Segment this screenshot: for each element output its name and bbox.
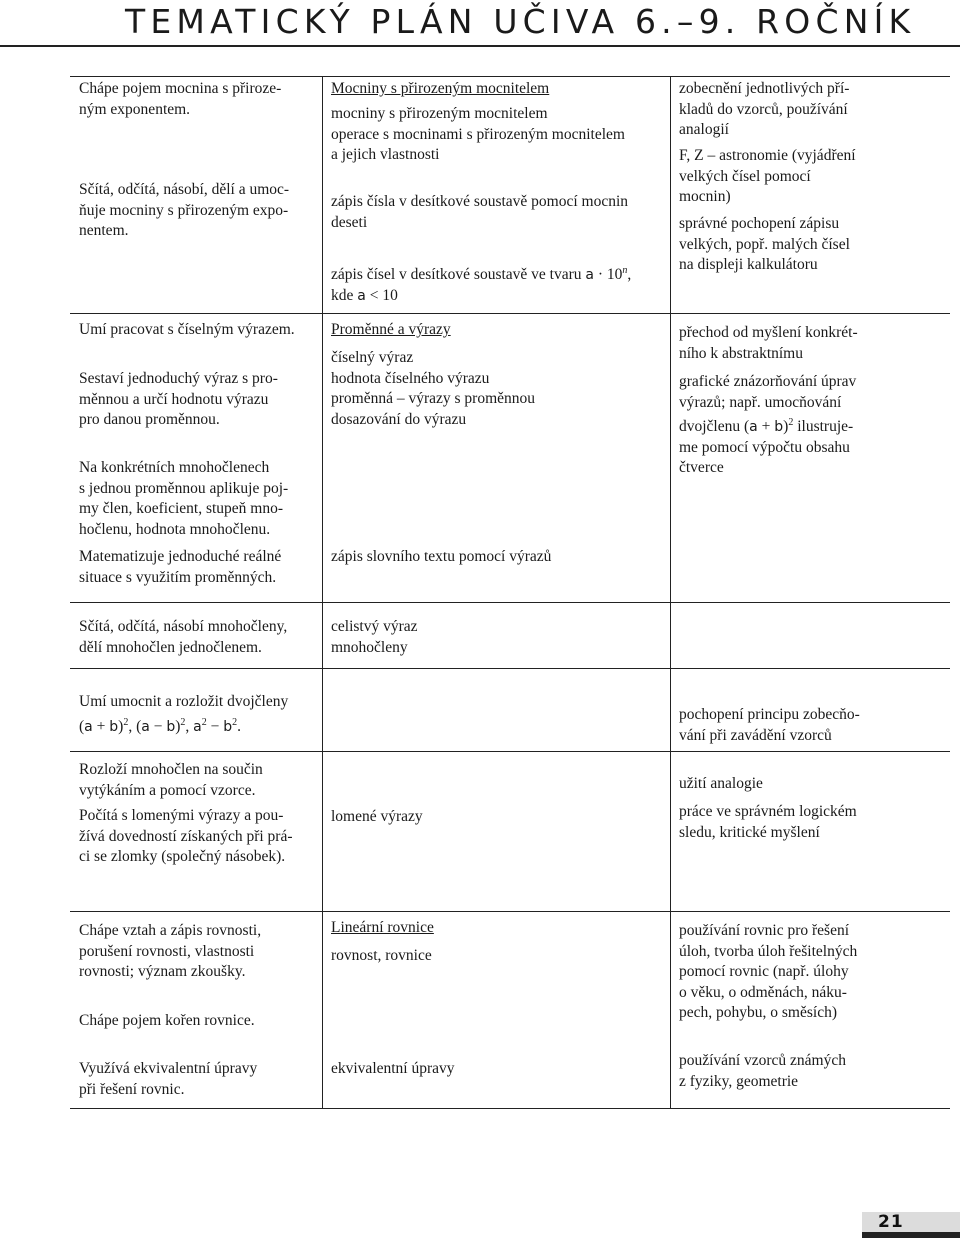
text-line: Rozloží mnohočlen na součin — [79, 761, 263, 778]
text-span: − — [206, 717, 224, 735]
text-line: vání při zavádění vzorců — [679, 726, 832, 744]
outcome-powers-concept — [79, 79, 281, 120]
text-line: výrazů; např. umocňování — [679, 393, 842, 411]
text-line: rovnosti; význam zkoušky. — [79, 963, 246, 980]
formula-line — [331, 261, 631, 286]
text-line: Chápe pojem mocnina s přiroze- — [79, 80, 282, 97]
content-expressions — [331, 348, 535, 430]
text-span: ( — [79, 717, 85, 735]
text-span: − — [149, 717, 167, 735]
exponent: 2 — [201, 716, 207, 728]
text-line: zápis slovního textu pomocí výrazů — [331, 548, 552, 565]
text-span: ) — [175, 717, 181, 735]
variable-a: a — [357, 287, 366, 304]
variable-a: a — [749, 419, 758, 436]
text-line: grafické znázorňování úprav — [679, 373, 857, 390]
content-decimal-notation — [331, 192, 628, 233]
text-line: mocniny s přirozeným mocnitelem — [331, 105, 548, 122]
text-line: hodnota číselného výrazu — [331, 369, 490, 387]
outcome-equivalent-transformations — [79, 1059, 257, 1100]
text-line: porušení rovnosti, vlastnosti — [79, 942, 255, 960]
text-line: o věku, o odměnách, náku- — [679, 983, 847, 1001]
content-equality — [331, 946, 432, 967]
text-span: ) — [118, 717, 124, 735]
text-line: Sčítá, odčítá, násobí mnohočleny, — [79, 618, 288, 635]
text-span: ) — [783, 418, 789, 436]
outcome-root — [79, 1011, 255, 1032]
text-line: analogií — [679, 121, 729, 138]
topic-heading: Lineární rovnice — [331, 919, 434, 936]
text-span: , ( — [128, 717, 142, 735]
text-line: pro danou proměnnou. — [79, 411, 220, 428]
text-line: proměnná – výrazy s proměnnou — [331, 390, 536, 407]
note-generalization — [679, 79, 849, 141]
text-line: na displeji kalkulátoru — [679, 256, 818, 273]
note-word-problems — [679, 921, 857, 1024]
text-line: práce ve správném logickém — [679, 803, 857, 820]
note-graphic-representation — [679, 372, 856, 479]
text-line: kladů do vzorců, používání — [679, 100, 848, 118]
exponent: 2 — [123, 716, 129, 728]
exponent: 2 — [788, 417, 794, 428]
topic-heading-variables — [331, 320, 451, 341]
content-word-problems — [331, 547, 551, 568]
text-line: F, Z – astronomie (vyjádření — [679, 147, 856, 164]
outcome-powers-operations — [79, 180, 289, 242]
text-line: pochopení principu zobecňo- — [679, 706, 860, 723]
note-logical-thinking — [679, 802, 857, 843]
exponent: 2 — [180, 716, 186, 728]
note-analogy — [679, 774, 763, 795]
text-line: Umí pracovat s číselným výrazem. — [79, 321, 295, 338]
text-line: operace s mocninami s přirozeným mocnitelem — [331, 125, 625, 143]
title-rule — [0, 45, 960, 47]
formula-line — [331, 286, 631, 307]
text-line: ným exponentem. — [79, 100, 191, 118]
text-line: čtverce — [679, 459, 724, 477]
text-line: velkých, popř. malých čísel — [679, 235, 850, 253]
variable-b: b — [774, 419, 784, 436]
column-divider-1 — [322, 76, 323, 911]
section-rule-2 — [70, 313, 950, 314]
text-line: Chápe pojem kořen rovnice. — [79, 1012, 255, 1029]
column-divider-1b — [322, 911, 323, 1108]
text-line: pech, pohybu, o směsích) — [679, 1004, 837, 1021]
text-span: < 10 — [365, 286, 398, 304]
text-line: zápis čísla v desítkové soustavě pomocí mocnin — [331, 193, 629, 210]
topic-heading: Mocniny s přirozeným mocnitelem — [331, 80, 550, 97]
text-line: Umí umocnit a rozložit dvojčleny — [79, 693, 289, 710]
note-physics-formulas — [679, 1051, 846, 1092]
exponent-n: n — [622, 265, 628, 276]
topic-heading-linear-equations — [331, 918, 434, 939]
text-line: číselný výraz — [331, 349, 414, 366]
section-rule-4 — [70, 668, 950, 669]
text-span: · 10 — [593, 266, 623, 284]
text-line: zobecnění jednotlivých pří- — [679, 80, 850, 97]
text-line: ekvivalentní úpravy — [331, 1060, 455, 1077]
outcome-mathematize — [79, 547, 281, 588]
note-generalization-formulas — [679, 705, 860, 746]
text-span: + — [757, 418, 775, 436]
page-title: TEMATICKÝ PLÁN UČIVA 6.–9. ROČNÍK — [125, 2, 916, 41]
text-line: a jejich vlastnosti — [331, 146, 440, 163]
note-calculator — [679, 214, 850, 276]
text-line: my člen, koeficient, stupeň mno- — [79, 500, 284, 517]
text-line: správné pochopení zápisu — [679, 215, 840, 232]
text-line: vytýkáním a pomocí vzorce. — [79, 781, 256, 799]
outcome-polynomial-operations — [79, 617, 287, 658]
text-span: ilustruje- — [793, 418, 854, 436]
outcome-polynomial-terms — [79, 458, 288, 540]
text-line: s jednou proměnnou aplikuje poj- — [79, 479, 289, 497]
variable-b: b — [109, 718, 119, 735]
text-line: užití analogie — [679, 775, 763, 792]
text-line: pomocí rovnic (např. úlohy — [679, 963, 849, 980]
content-scientific-notation — [331, 261, 631, 306]
outcome-numeric-expression — [79, 320, 295, 341]
text-span: dvojčlenu ( — [679, 418, 750, 436]
text-line: přechod od myšlení konkrét- — [679, 324, 858, 341]
variable-b: b — [223, 718, 233, 735]
column-divider-2 — [670, 76, 671, 911]
note-abstraction — [679, 323, 858, 364]
text-line: Počítá s lomenými výrazy a pou- — [79, 807, 284, 824]
section-rule-5 — [70, 751, 950, 752]
section-rule-6 — [70, 911, 950, 912]
outcome-factorization — [79, 760, 263, 801]
text-line: Na konkrétních mnohočlenech — [79, 459, 270, 476]
variable-a: a — [141, 718, 150, 735]
outcome-equality — [79, 921, 261, 983]
text-line: měnnou a určí hodnotu výrazu — [79, 390, 269, 408]
text-span: + — [92, 717, 110, 735]
variable-b: b — [166, 718, 176, 735]
text-line: Sestaví jednoduchý výraz s pro- — [79, 370, 278, 387]
variable-a: a — [193, 718, 202, 735]
text-line: nentem. — [79, 222, 129, 239]
content-rational-expressions — [331, 807, 423, 828]
text-line: používání rovnic pro řešení — [679, 922, 850, 939]
exponent: 2 — [232, 716, 238, 728]
text-line: lomené výrazy — [331, 808, 423, 825]
text-line: rovnost, rovnice — [331, 947, 432, 964]
column-divider-2b — [670, 911, 671, 1108]
section-rule-7 — [70, 1108, 950, 1109]
text-span: zápis čísel v desítkové soustavě ve tvaru — [331, 266, 586, 284]
section-rule-3 — [70, 602, 950, 603]
topic-heading: Proměnné a výrazy — [331, 321, 451, 338]
text-line: Sčítá, odčítá, násobí, dělí a umoc- — [79, 181, 290, 198]
variable-a: a — [84, 718, 93, 735]
text-span: , — [627, 266, 632, 284]
text-line: mnohočleny — [331, 638, 408, 656]
text-line: hočlenu, hodnota mnohočlenu. — [79, 520, 271, 538]
text-line: Matematizuje jednoduché reálné — [79, 548, 282, 565]
text-line: me pomocí výpočtu obsahu — [679, 438, 850, 456]
note-astronomy — [679, 146, 856, 208]
page-number-bar — [862, 1232, 960, 1238]
text-line: dělí mnohočlen jednočlenem. — [79, 638, 262, 656]
text-line: deseti — [331, 213, 368, 231]
text-span: . — [237, 717, 242, 735]
text-span: kde — [331, 286, 358, 304]
text-line: při řešení rovnic. — [79, 1080, 185, 1098]
content-powers-operations — [331, 104, 625, 166]
outcome-binomial-formulas — [79, 692, 288, 737]
variable-a: a — [585, 267, 594, 284]
formula-line — [79, 713, 288, 738]
text-line: žívá dovedností získaných při prá- — [79, 827, 293, 845]
content-polynomials — [331, 617, 418, 658]
text-line: úloh, tvorba úloh řešitelných — [679, 942, 858, 960]
text-line: sledu, kritické myšlení — [679, 823, 820, 841]
text-line: používání vzorců známých — [679, 1052, 846, 1069]
text-line: ci se zlomky (společný násobek). — [79, 848, 286, 865]
text-line: ňuje mocniny s přirozeným expo- — [79, 201, 289, 219]
section-rule-1 — [70, 76, 950, 77]
text-span: , — [185, 717, 194, 735]
text-line: Využívá ekvivalentní úpravy — [79, 1060, 258, 1077]
text-line: mocnin) — [679, 188, 731, 205]
outcome-variable-expression — [79, 369, 278, 431]
text-line: Chápe vztah a zápis rovnosti, — [79, 922, 262, 939]
text-line: dosazování do výrazu — [331, 410, 467, 428]
content-equivalent-transformations — [331, 1059, 455, 1080]
formula-line — [679, 413, 856, 438]
text-line: velkých čísel pomocí — [679, 167, 811, 185]
page-number: 21 — [878, 1212, 904, 1232]
topic-heading-powers — [331, 79, 549, 100]
text-line: z fyziky, geometrie — [679, 1072, 799, 1090]
outcome-rational-expressions — [79, 806, 293, 868]
text-line: ního k abstraktnímu — [679, 344, 803, 362]
text-line: situace s využitím proměnných. — [79, 568, 277, 586]
text-line: celistvý výraz — [331, 618, 418, 635]
